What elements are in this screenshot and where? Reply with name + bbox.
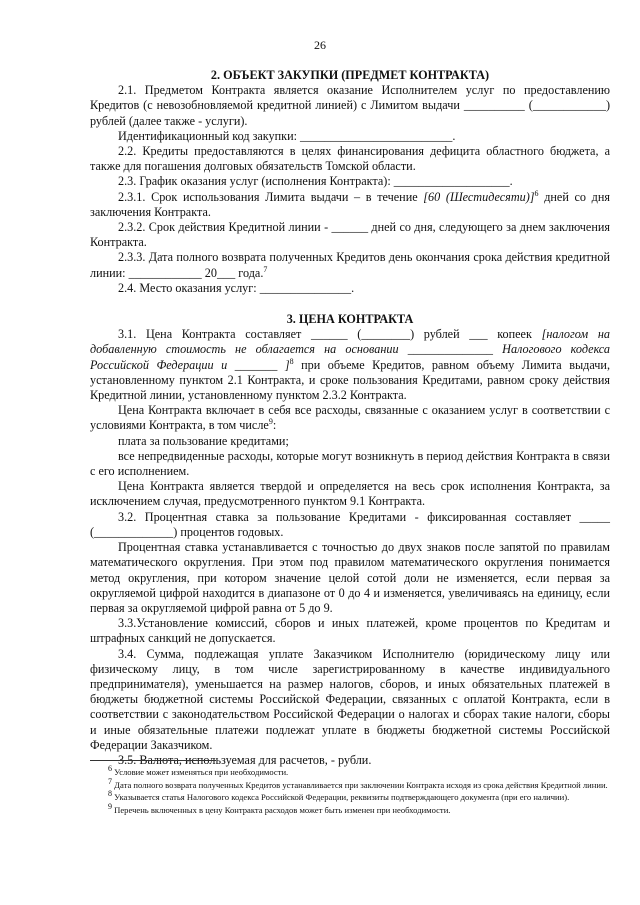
clause-3-4: 3.4. Сумма, подлежащая уплате Заказчиком Исполнителю (юридическому лицу или физическому лицу, в том числе зарегистрированному в качестве индивидуального предпринимателя), уменьшается на размер налогов, сборов, и иных обязательных платежей в бюджеты бюджетной системы Российской Федерации, связанных с оплатой Контракта, если в соответствии с законодательством Российской Федерации о налогах и сборах такие налоги, сборы и иные обязательные платежи подлежат уплате в бюджеты бюджетной системы Российской Федерации Заказчиком. — [90, 646, 610, 752]
footnote-8 — [90, 789, 610, 804]
footnote-text: Указывается статья Налогового кодекса Российской Федерации, реквизиты подтверждающего документа (при его наличии). — [112, 792, 570, 803]
footnote-ref-9: 9 — [268, 417, 273, 427]
footnotes — [90, 764, 610, 817]
clause-3-1-text-b: при объеме Кредитов, равном объему Лимита выдачи, установленному пунктом 2.1 Контракта, и сроке пользования Кредитами, равном сроку действия Кредитной линии, установленному пунктом 2.3.2 Контракта. — [90, 357, 610, 403]
clause-price-includes — [90, 403, 610, 433]
footnote-6 — [90, 764, 610, 779]
clause-purchase-id: Идентификационный код закупки: _________________________. — [118, 128, 456, 143]
clause-unforeseen-costs: все непредвиденные расходы, которые могут возникнуть в период действия Контракта в связи с его исполнением. — [90, 448, 610, 479]
clause-2-3-2: 2.3.2. Срок действия Кредитной линии - ______ дней со дня, следующего за днем заключения Контракта. — [90, 220, 610, 250]
clause-2-3-1-text-a: 2.3.1. Срок использования Лимита выдачи – в течение — [118, 189, 424, 204]
footnote-number: 6 — [108, 764, 112, 774]
clause-credit-fee: плата за пользование кредитами; — [118, 433, 289, 448]
clause-2-3-1-text-b: дней со дня заключения Контракта. — [90, 189, 610, 219]
clause-3-1-text-a: 3.1. Цена Контракта составляет ______ (________) рублей ___ копеек — [118, 327, 542, 342]
footnote-text: Дата полного возврата полученных Кредитов устанавливается при заключении Контракта исходя из срока действия Кредитной линии. — [112, 779, 608, 790]
footnote-ref-6: 6 — [534, 188, 539, 198]
page-number: 26 — [314, 38, 326, 52]
footnote-divider — [90, 760, 216, 761]
section-2-heading: 2. ОБЪЕКТ ЗАКУПКИ (ПРЕДМЕТ КОНТРАКТА) — [210, 68, 490, 82]
clause-2-3-1-italic: [60 (Шестидесяти)] — [423, 189, 535, 204]
clause-rounding: Процентная ставка устанавливается с точностью до двух знаков после запятой по правилам математического округления. При этом под правилом математического округления понимается метод округления, при котором значение целой сотой доли не изменяется, если первая за округляемой цифрой находится в диапазоне от 0 до 4 и изменяется, увеличиваясь на единицу, если первая за округляемой цифрой равна от 5 до 9. — [90, 540, 610, 615]
clause-3-1-italic: [налогом на добавленную стоимость не облагается на основании ______________ Налогового кодекса Российской Федерации и _______ ] — [90, 327, 610, 372]
clause-2-1: 2.1. Предметом Контракта является оказание Исполнителем услуг по предоставлению Кредитов (с невозобновляемой кредитной линией) с Лимитом выдачи __________ (____________) рублей (далее также - услуги). — [90, 83, 610, 128]
clause-2-3-3-text: 2.3.3. Дата полного возврата полученных Кредитов день окончания срока действия кредитной линии: ____________ 20___ года. — [90, 250, 610, 280]
footnote-number: 9 — [108, 801, 112, 811]
clause-2-2: 2.2. Кредиты предоставляются в целях финансирования дефицита областного бюджета, а также для погашения долговых обязательств Томской области. — [90, 144, 610, 174]
clause-2-3-3 — [90, 250, 610, 280]
footnote-text: Условие может изменяться при необходимости. — [112, 767, 289, 777]
clause-3-2: 3.2. Процентная ставка за пользование Кредитами - фиксированная составляет _____ (_____________) процентов годовых. — [90, 509, 610, 539]
clause-2-3-1 — [90, 190, 610, 220]
clause-2-3: 2.3. График оказания услуг (исполнения Контракта): ___________________. — [118, 174, 513, 189]
footnote-ref-7: 7 — [263, 264, 268, 274]
footnote-9 — [90, 801, 610, 817]
footnote-text: Перечень включенных в цену Контракта расходов может быть изменен при необходимости. — [112, 804, 451, 815]
clause-price-includes-text: Цена Контракта включает в себя все расходы, связанные с оказанием услуг в соответствии с условиями Контракта, в том числе — [90, 403, 610, 433]
footnote-7 — [90, 776, 610, 792]
footnote-number: 7 — [108, 776, 112, 786]
document-body — [90, 66, 610, 768]
clause-3-5: 3.5. Валюта, используемая для расчетов, - рубли. — [118, 752, 372, 767]
footnote-ref-8: 8 — [289, 356, 294, 366]
clause-3-3: 3.3.Установление комиссий, сборов и иных платежей, кроме процентов по Кредитам и штрафных санкций не допускается. — [90, 616, 610, 646]
section-3-heading: 3. ЦЕНА КОНТРАКТА — [286, 312, 414, 327]
footnote-number: 8 — [108, 789, 112, 799]
clause-3-1 — [90, 327, 610, 403]
clause-price-includes-colon: : — [272, 418, 277, 433]
clause-2-4: 2.4. Место оказания услуг: _______________. — [118, 280, 355, 295]
clause-fixed-price: Цена Контракта является твердой и определяется на весь срок исполнения Контракта, за исключением случая, предусмотренного пунктом 9.1 Контракта. — [90, 479, 610, 509]
